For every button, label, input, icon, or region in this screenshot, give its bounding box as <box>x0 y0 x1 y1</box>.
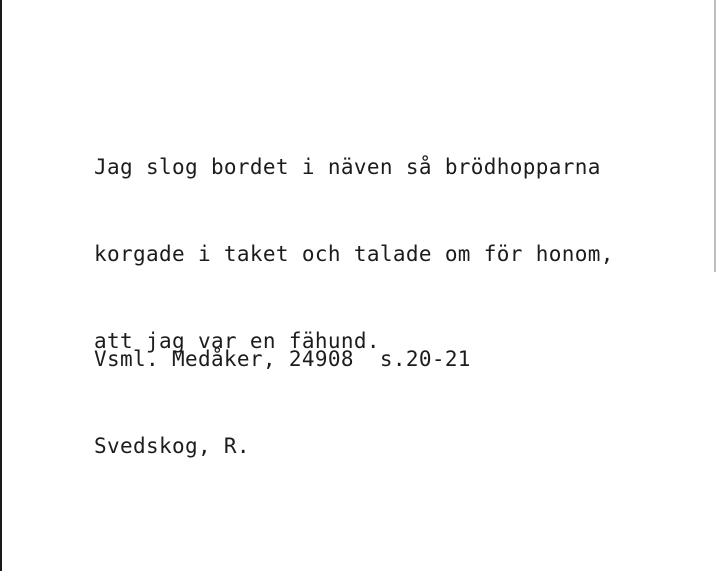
story-line-1: Jag slog bordet i näven så brödhopparna <box>94 155 601 179</box>
story-line-3: att jag var en fähund. <box>94 329 380 353</box>
card-left-edge <box>0 0 2 571</box>
source-line-2: Svedskog, R. <box>94 434 250 458</box>
source-reference <box>94 287 471 519</box>
source-line-1: Vsml. Medåker, 24908 s.20-21 <box>94 347 471 371</box>
story-line-2: korgade i taket och talade om för honom, <box>94 242 614 266</box>
